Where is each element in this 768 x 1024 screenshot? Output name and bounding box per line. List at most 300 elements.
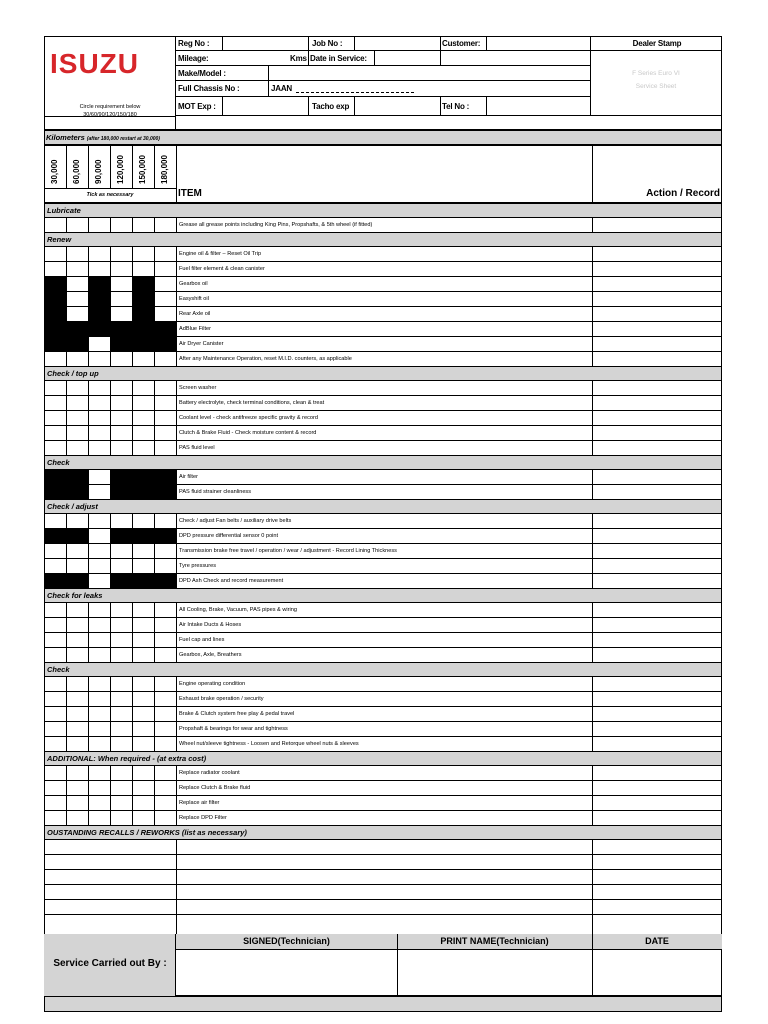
tick-box[interactable] [110, 395, 133, 411]
tick-box[interactable] [66, 810, 89, 826]
action-record-field[interactable] [593, 470, 722, 484]
tick-box[interactable] [154, 261, 177, 277]
tick-box[interactable] [45, 513, 67, 529]
tick-box[interactable] [88, 691, 111, 707]
tick-box[interactable] [110, 647, 133, 663]
kilometers-note: (after 180,000 restart at 30,000) [86, 136, 160, 142]
tick-box[interactable] [154, 440, 177, 456]
tick-box[interactable] [66, 691, 89, 707]
tick-box[interactable] [66, 261, 89, 277]
section-title: Check / adjust [47, 502, 98, 511]
tick-box[interactable] [88, 558, 111, 574]
action-record-field[interactable] [593, 352, 722, 366]
tick-box[interactable] [132, 513, 155, 529]
tick-box[interactable] [45, 617, 67, 633]
tick-box[interactable] [110, 602, 133, 618]
tick-box[interactable] [45, 440, 67, 456]
tick-box[interactable] [154, 765, 177, 781]
checklist-item-text: Transmission brake free travel / operation / wear / adjustment - Record Lining Thickness [179, 548, 397, 554]
tick-box[interactable] [88, 676, 111, 692]
tick-box[interactable] [66, 721, 89, 737]
tick-box[interactable] [66, 380, 89, 396]
action-record-field[interactable] [593, 529, 722, 543]
checklist-item-text: Fuel filter element & clean canister [179, 266, 265, 272]
tick-box[interactable] [88, 513, 111, 529]
tick-box[interactable] [110, 276, 133, 292]
action-record-field[interactable] [593, 247, 722, 261]
action-record-field[interactable] [593, 677, 722, 691]
tel-no-field[interactable] [487, 98, 589, 115]
na-cell [154, 573, 177, 589]
na-cell [45, 306, 67, 322]
checklist-item-text: All Cooling, Brake, Vacuum, PAS pipes & wiring [179, 607, 297, 613]
tick-box[interactable] [45, 425, 67, 441]
action-record-field[interactable] [593, 262, 722, 276]
na-cell [132, 321, 155, 337]
tick-box[interactable] [88, 795, 111, 811]
tick-box[interactable] [154, 543, 177, 559]
tick-box[interactable] [154, 617, 177, 633]
tick-box[interactable] [132, 217, 155, 233]
tick-box[interactable] [66, 513, 89, 529]
na-cell [66, 336, 89, 352]
tick-box[interactable] [132, 721, 155, 737]
tick-box[interactable] [154, 410, 177, 426]
tick-box[interactable] [154, 246, 177, 262]
tick-box[interactable] [110, 246, 133, 262]
tick-box[interactable] [66, 736, 89, 752]
tick-box[interactable] [45, 380, 67, 396]
action-record-field[interactable] [593, 381, 722, 395]
chassis-dashes[interactable] [296, 92, 414, 93]
tick-box[interactable] [66, 676, 89, 692]
tick-box[interactable] [154, 276, 177, 292]
tick-box[interactable] [88, 351, 111, 367]
tick-box[interactable] [132, 795, 155, 811]
tick-box[interactable] [88, 410, 111, 426]
service-carried-out-label: Service Carried out By : [53, 958, 167, 969]
checklist-item-text: Easyshift oil [179, 296, 209, 302]
tick-box[interactable] [66, 351, 89, 367]
tick-box[interactable] [45, 721, 67, 737]
na-cell [132, 306, 155, 322]
recall-entry-row[interactable] [44, 869, 722, 885]
tick-box[interactable] [66, 291, 89, 307]
action-record-field[interactable] [593, 633, 722, 647]
tick-box[interactable] [154, 795, 177, 811]
tick-box[interactable] [132, 602, 155, 618]
action-record-field[interactable] [593, 796, 722, 810]
checklist-row [44, 691, 722, 707]
checklist-item-text: Grease all grease points including King Pins, Propshafts, & 5th wheel (if fitted) [179, 222, 373, 228]
checklist-item-text: AdBlue Filter [179, 326, 212, 332]
action-record-field[interactable] [593, 811, 722, 825]
na-cell [110, 528, 133, 544]
action-record-field[interactable] [593, 648, 722, 662]
tick-box[interactable] [154, 513, 177, 529]
tick-box[interactable] [154, 810, 177, 826]
action-record-field[interactable] [593, 426, 722, 440]
tick-box[interactable] [154, 291, 177, 307]
tick-box[interactable] [154, 721, 177, 737]
action-record-field[interactable] [593, 514, 722, 528]
tick-box[interactable] [66, 558, 89, 574]
signature-field[interactable] [177, 951, 396, 995]
na-cell [45, 528, 67, 544]
tick-box[interactable] [110, 261, 133, 277]
tel-no-label: Tel No : [442, 102, 470, 111]
tick-box[interactable] [45, 810, 67, 826]
tick-box[interactable] [66, 647, 89, 663]
tick-box[interactable] [88, 395, 111, 411]
make-model-label: Make/Model : [178, 69, 226, 78]
tick-box[interactable] [154, 647, 177, 663]
checklist-row [44, 440, 722, 456]
tick-box[interactable] [88, 425, 111, 441]
recall-entry-row[interactable] [44, 884, 722, 900]
tick-box[interactable] [132, 425, 155, 441]
tick-box[interactable] [110, 721, 133, 737]
tick-box[interactable] [154, 425, 177, 441]
checklist-item-text: Fuel cap and lines [179, 637, 225, 643]
print-name-field[interactable] [398, 951, 591, 995]
mot-exp-field[interactable] [223, 98, 307, 115]
recall-entry-row[interactable] [44, 839, 722, 855]
na-cell [88, 306, 111, 322]
tick-box[interactable] [88, 617, 111, 633]
na-cell [66, 484, 89, 500]
tick-box[interactable] [132, 765, 155, 781]
tick-box[interactable] [110, 425, 133, 441]
tick-box[interactable] [110, 736, 133, 752]
tick-box[interactable] [88, 440, 111, 456]
tick-box[interactable] [45, 647, 67, 663]
tick-box[interactable] [110, 410, 133, 426]
checklist-item-text: Air Dryer Canister [179, 341, 224, 347]
tick-box[interactable] [66, 276, 89, 292]
tick-box[interactable] [88, 543, 111, 559]
tick-box[interactable] [45, 736, 67, 752]
checklist-item-text: Engine operating condition [179, 681, 246, 687]
section-title: Lubricate [47, 206, 81, 215]
checklist-item-text: Coolant level - check antifreeze specific gravity & record [179, 415, 318, 421]
tick-box[interactable] [154, 632, 177, 648]
na-cell [110, 336, 133, 352]
tick-box[interactable] [88, 810, 111, 826]
tick-box[interactable] [66, 543, 89, 559]
checklist-item-text: Exhaust brake operation / security [179, 696, 264, 702]
km-column-90000: 90,000 [94, 159, 103, 184]
tick-box[interactable] [45, 780, 67, 796]
tick-box[interactable] [88, 602, 111, 618]
action-record-field[interactable] [593, 737, 722, 751]
tacho-exp-field[interactable] [355, 98, 439, 115]
tick-box[interactable] [45, 558, 67, 574]
tick-box[interactable] [88, 469, 111, 485]
tick-box[interactable] [45, 395, 67, 411]
checklist-row [44, 217, 722, 233]
action-record-field[interactable] [593, 707, 722, 721]
tick-box[interactable] [66, 425, 89, 441]
na-cell [66, 321, 89, 337]
tick-box[interactable] [132, 632, 155, 648]
tick-box[interactable] [110, 440, 133, 456]
date-in-service-field[interactable] [375, 52, 589, 65]
tick-box[interactable] [132, 380, 155, 396]
action-record-field[interactable] [593, 485, 722, 499]
checklist-row [44, 676, 722, 692]
tick-box[interactable] [110, 513, 133, 529]
checklist-item-text: Replace air filter [179, 800, 220, 806]
tick-box[interactable] [132, 558, 155, 574]
tick-box[interactable] [110, 676, 133, 692]
tick-box[interactable] [132, 261, 155, 277]
customer-label: Customer: [442, 39, 481, 48]
tick-box[interactable] [154, 691, 177, 707]
tick-box[interactable] [132, 647, 155, 663]
date-field[interactable] [593, 951, 721, 995]
checklist-row [44, 484, 722, 500]
na-cell [45, 321, 67, 337]
circle-km-list: 30/60/90/120/150/180 [83, 112, 137, 118]
tick-box[interactable] [66, 617, 89, 633]
tick-box[interactable] [45, 410, 67, 426]
reg-no-label: Reg No : [178, 39, 210, 48]
tick-box[interactable] [45, 602, 67, 618]
tick-box[interactable] [110, 558, 133, 574]
tick-box[interactable] [45, 706, 67, 722]
na-cell [132, 469, 155, 485]
tick-box[interactable] [110, 291, 133, 307]
tick-box[interactable] [88, 246, 111, 262]
circle-note: Circle requirement below [79, 104, 141, 110]
tick-box[interactable] [154, 217, 177, 233]
tick-box[interactable] [110, 632, 133, 648]
section-header [44, 232, 722, 247]
tick-box[interactable] [45, 246, 67, 262]
mileage-field[interactable] [223, 52, 287, 65]
tick-box[interactable] [66, 706, 89, 722]
footer-bottom-bar [44, 996, 722, 1012]
recall-entry-row[interactable] [44, 914, 722, 935]
tick-box[interactable] [154, 780, 177, 796]
tick-box[interactable] [110, 780, 133, 796]
na-cell [110, 321, 133, 337]
recall-entry-row[interactable] [44, 899, 722, 915]
section-title: Renew [47, 235, 72, 244]
tick-box[interactable] [88, 217, 111, 233]
tick-box[interactable] [154, 706, 177, 722]
tick-box[interactable] [88, 765, 111, 781]
km-column-150000: 150,000 [138, 155, 147, 184]
tick-box[interactable] [88, 721, 111, 737]
action-record-field[interactable] [593, 292, 722, 306]
item-heading: ITEM [178, 188, 202, 199]
action-record-field[interactable] [593, 559, 722, 573]
action-record-field[interactable] [593, 544, 722, 558]
checklist-row [44, 306, 722, 322]
checklist-row [44, 810, 722, 826]
tick-box[interactable] [110, 691, 133, 707]
full-chassis-label: Full Chassis No : [178, 84, 240, 93]
section-header [44, 588, 722, 603]
checklist-item-text: Air filter [179, 474, 198, 480]
tick-box[interactable] [88, 528, 111, 544]
tick-box[interactable] [154, 351, 177, 367]
tick-box[interactable] [132, 351, 155, 367]
tick-box[interactable] [66, 765, 89, 781]
tick-box[interactable] [154, 676, 177, 692]
tick-box[interactable] [132, 395, 155, 411]
make-model-field[interactable] [269, 67, 589, 80]
tick-box[interactable] [88, 780, 111, 796]
tick-box[interactable] [132, 617, 155, 633]
action-record-field[interactable] [593, 411, 722, 425]
tick-box[interactable] [45, 351, 67, 367]
tick-box[interactable] [132, 810, 155, 826]
recall-entry-row[interactable] [44, 854, 722, 870]
tick-box[interactable] [110, 810, 133, 826]
tick-box[interactable] [45, 543, 67, 559]
checklist-row [44, 632, 722, 648]
checklist-item-text: Brake & Clutch system free play & pedal travel [179, 711, 295, 717]
tick-box[interactable] [132, 440, 155, 456]
tick-box[interactable] [88, 261, 111, 277]
checklist-row [44, 736, 722, 752]
tick-box[interactable] [88, 647, 111, 663]
checklist-row [44, 513, 722, 529]
tick-box[interactable] [66, 306, 89, 322]
tick-box[interactable] [154, 602, 177, 618]
tick-box[interactable] [110, 380, 133, 396]
tick-box[interactable] [132, 780, 155, 796]
tick-box[interactable] [88, 736, 111, 752]
tick-box[interactable] [45, 795, 67, 811]
tick-box[interactable] [110, 351, 133, 367]
km-column-60000: 60,000 [72, 159, 81, 184]
tick-box[interactable] [45, 217, 67, 233]
checklist-row [44, 721, 722, 737]
section-title: Check / top up [47, 369, 99, 378]
action-record-field[interactable] [593, 722, 722, 736]
tick-box[interactable] [88, 380, 111, 396]
tick-box[interactable] [132, 736, 155, 752]
tick-box[interactable] [110, 795, 133, 811]
action-record-field[interactable] [593, 396, 722, 410]
action-record-field[interactable] [593, 322, 722, 336]
tick-box[interactable] [66, 440, 89, 456]
action-record-field[interactable] [593, 692, 722, 706]
tick-box[interactable] [45, 765, 67, 781]
tick-box[interactable] [66, 780, 89, 796]
na-cell [45, 336, 67, 352]
tick-box[interactable] [66, 217, 89, 233]
tick-box[interactable] [66, 795, 89, 811]
customer-field[interactable] [487, 37, 589, 50]
action-record-field[interactable] [593, 603, 722, 617]
tick-box[interactable] [132, 543, 155, 559]
tick-box[interactable] [45, 676, 67, 692]
checklist-item-text: After any Maintenance Operation, reset M.I.D. counters, as applicable [179, 356, 352, 362]
tick-box[interactable] [110, 306, 133, 322]
tick-box[interactable] [132, 410, 155, 426]
checklist-item-text: Replace radiator coolant [179, 770, 240, 776]
date-in-service-label: Date in Service: [310, 54, 367, 63]
action-record-field[interactable] [593, 218, 722, 232]
action-record-field[interactable] [593, 618, 722, 632]
tick-note: Tick as necessary [86, 192, 134, 198]
tick-box[interactable] [88, 573, 111, 589]
action-record-field[interactable] [593, 574, 722, 588]
tick-box[interactable] [88, 632, 111, 648]
action-record-field[interactable] [593, 337, 722, 351]
na-cell [132, 276, 155, 292]
job-no-field[interactable] [355, 37, 439, 50]
tick-box[interactable] [110, 706, 133, 722]
tick-box[interactable] [45, 632, 67, 648]
na-cell [154, 484, 177, 500]
tick-box[interactable] [154, 395, 177, 411]
tick-box[interactable] [110, 617, 133, 633]
tick-box[interactable] [132, 706, 155, 722]
section-header [44, 455, 722, 470]
action-record-field[interactable] [593, 781, 722, 795]
reg-no-field[interactable] [223, 37, 307, 50]
section-header [44, 662, 722, 677]
tick-box[interactable] [110, 765, 133, 781]
tick-box[interactable] [66, 602, 89, 618]
action-record-field[interactable] [593, 307, 722, 321]
tick-box[interactable] [45, 691, 67, 707]
action-record-field[interactable] [593, 277, 722, 291]
tick-box[interactable] [154, 306, 177, 322]
tick-box[interactable] [132, 676, 155, 692]
na-cell [88, 276, 111, 292]
tick-box[interactable] [132, 691, 155, 707]
tick-box[interactable] [66, 395, 89, 411]
signed-technician-label: SIGNED(Technician) [243, 936, 330, 946]
na-cell [66, 528, 89, 544]
na-cell [88, 321, 111, 337]
na-cell [132, 484, 155, 500]
tick-box[interactable] [88, 484, 111, 500]
tick-box[interactable] [132, 246, 155, 262]
checklist-row [44, 380, 722, 396]
na-cell [110, 469, 133, 485]
tick-box[interactable] [66, 410, 89, 426]
tick-box[interactable] [88, 706, 111, 722]
tick-box[interactable] [110, 217, 133, 233]
print-name-label: PRINT NAME(Technician) [440, 936, 549, 946]
mileage-label: Mileage: [178, 54, 209, 63]
na-cell [45, 573, 67, 589]
tick-box[interactable] [110, 543, 133, 559]
na-cell [45, 291, 67, 307]
tick-box[interactable] [88, 336, 111, 352]
tick-box[interactable] [154, 736, 177, 752]
section-title: Check [47, 665, 70, 674]
action-record-field[interactable] [593, 766, 722, 780]
tick-box[interactable] [66, 246, 89, 262]
checklist-row [44, 795, 722, 811]
tick-box[interactable] [154, 380, 177, 396]
tick-box[interactable] [66, 632, 89, 648]
tick-box[interactable] [45, 261, 67, 277]
job-no-label: Job No : [312, 39, 343, 48]
tick-box[interactable] [154, 558, 177, 574]
action-record-field[interactable] [593, 441, 722, 455]
kms-label: Kms [290, 54, 307, 63]
